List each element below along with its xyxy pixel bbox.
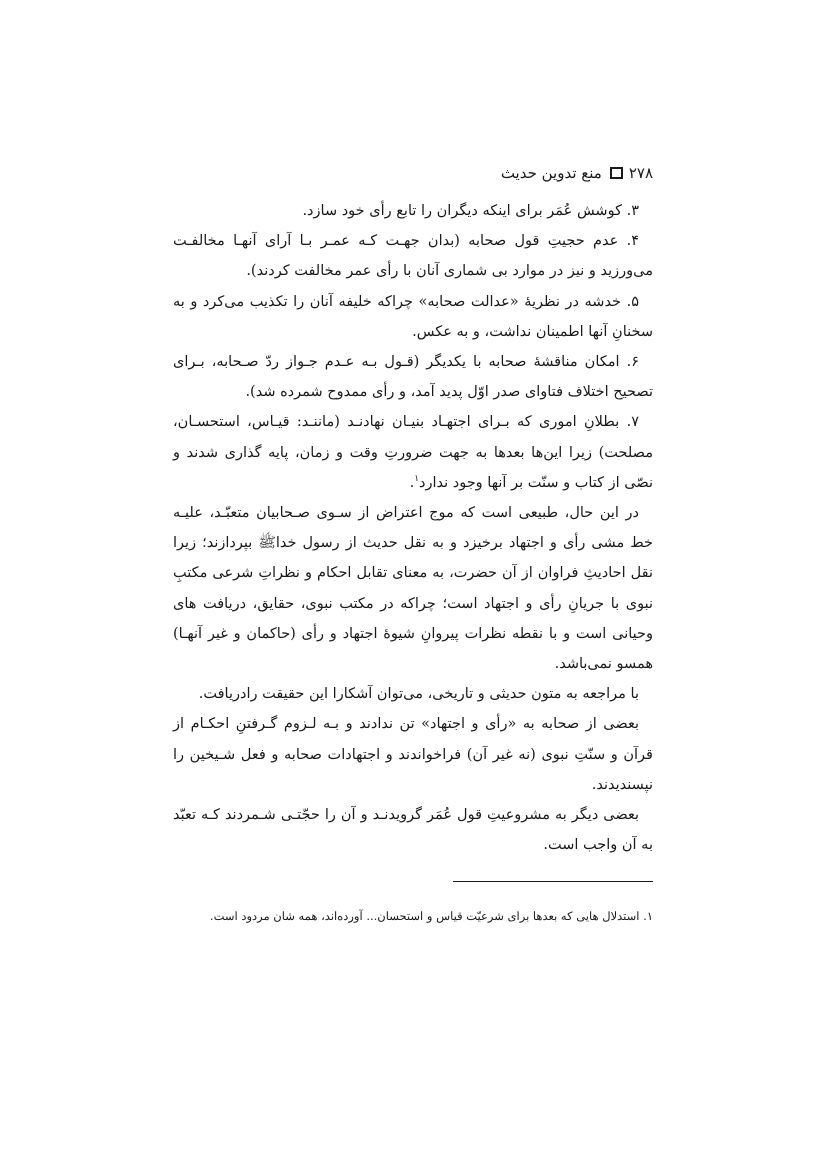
list-item-6: ۶. امکان مناقشۀ صحابه با یکدیگر (قـول بـه عـدم جـواز ردّ صـحابه، بـرای تصحیح اختلاف فتاوای صدر اوّل پدید آمد، و رأی ممدوح شمرده شد). bbox=[173, 354, 653, 401]
paragraph-other-companions: بعضی دیگر به مشروعیتِ قول عُمَر گرویدنـد و آن را حجّتـی شـمردند کـه تعبّد به آن واجب است. bbox=[173, 807, 653, 854]
list-item-7-text: ۷. بطلانِ اموری که بـرای اجتهـاد بنیـان نهادنـد (ماننـد: قیـاس، استحسـان، مصلحت) زیرا این‌ها بعدها به جهت ضرورتِ وقت و زمان، پایه گذاری شدند و نصّی از کتاب و سنّت بر آنها وجود ندارد bbox=[173, 414, 653, 491]
footnote-reference: ۱ bbox=[414, 474, 420, 484]
paragraph-reference: با مراجعه به متون حدیثی و تاریخی، می‌توان آشکارا این حقیقت رادریافت. bbox=[198, 686, 639, 703]
list-item-4: ۴. عدم حجیتِ قول صحابه (بدان جهـت کـه عمـر بـا آرای آنهـا مخالفـت می‌ورزید و نیز در موارد بی شماری آنان با رأی عمر مخالفت کردند). bbox=[173, 233, 653, 280]
list-item-5: ۵. خدشه در نظریۀ «عدالت صحابه» چراکه خلیفه آنان را تکذیب می‌کرد و به سخنانِ آنها اطمینان نداشت، و به عکس. bbox=[173, 293, 653, 340]
list-item-3: ۳. کوشش عُمَر برای اینکه دیگران را تابع رأی خود سازد. bbox=[302, 203, 639, 219]
footnote-separator bbox=[453, 881, 653, 882]
page-number: ۲۷۸ bbox=[628, 164, 653, 182]
running-title: منع تدوین حدیث bbox=[500, 164, 602, 182]
paragraph-objection: در این حال، طبیعی است که موج اعتراض از سـوی صـحابیان متعبّـد، علیـه خط مشی رأی و اجتهاد برخیزد و به نقل حدیث از رسول خداﷺ بپردازند؛ زیرا نقل احادیثِ فراوان از آن حضرت، به معنای تقابل احکام و نظراتِ شرعی مکتبِ نبوی با جریانِ رأی و اجتهاد است؛ چراکه در مکتب نبوی، حقایق، دریافت های وحیانی است و با نقطه نظرات پیروانِ شیوۀ اجتهاد و رأی (حاکمان و غیر آنهـا) همسو نمی‌باشد. bbox=[173, 505, 653, 673]
footnote: ۱. استدلال هایی که بعدها برای شرعیّت قیاس و استحسان... آورده‌اند، همه شان مردود است. bbox=[209, 909, 653, 923]
square-ornament-icon bbox=[610, 167, 623, 179]
list-item-7: ۷. بطلانِ اموری که بـرای اجتهـاد بنیـان نهادنـد (ماننـد: قیـاس، استحسـان، مصلحت) زیرا این‌ها بعدها به جهت ضرورتِ وقت و زمان، پایه گذاری شدند و نصّی از کتاب و سنّت بر آنها وجود ندارد$^۱$. bbox=[173, 414, 653, 491]
paragraph-some-companions: بعضی از صحابه به «رأی و اجتهاد» تن ندادند و بـه لـزوم گـرفتنِ احکـام از قرآن و سنّتِ نبوی (نه غیر آن) فراخواندند و اجتهادات صحابه و فعل شـیخین را نپسندیدند. bbox=[173, 716, 653, 793]
body-text bbox=[173, 196, 653, 860]
running-head bbox=[173, 158, 653, 188]
